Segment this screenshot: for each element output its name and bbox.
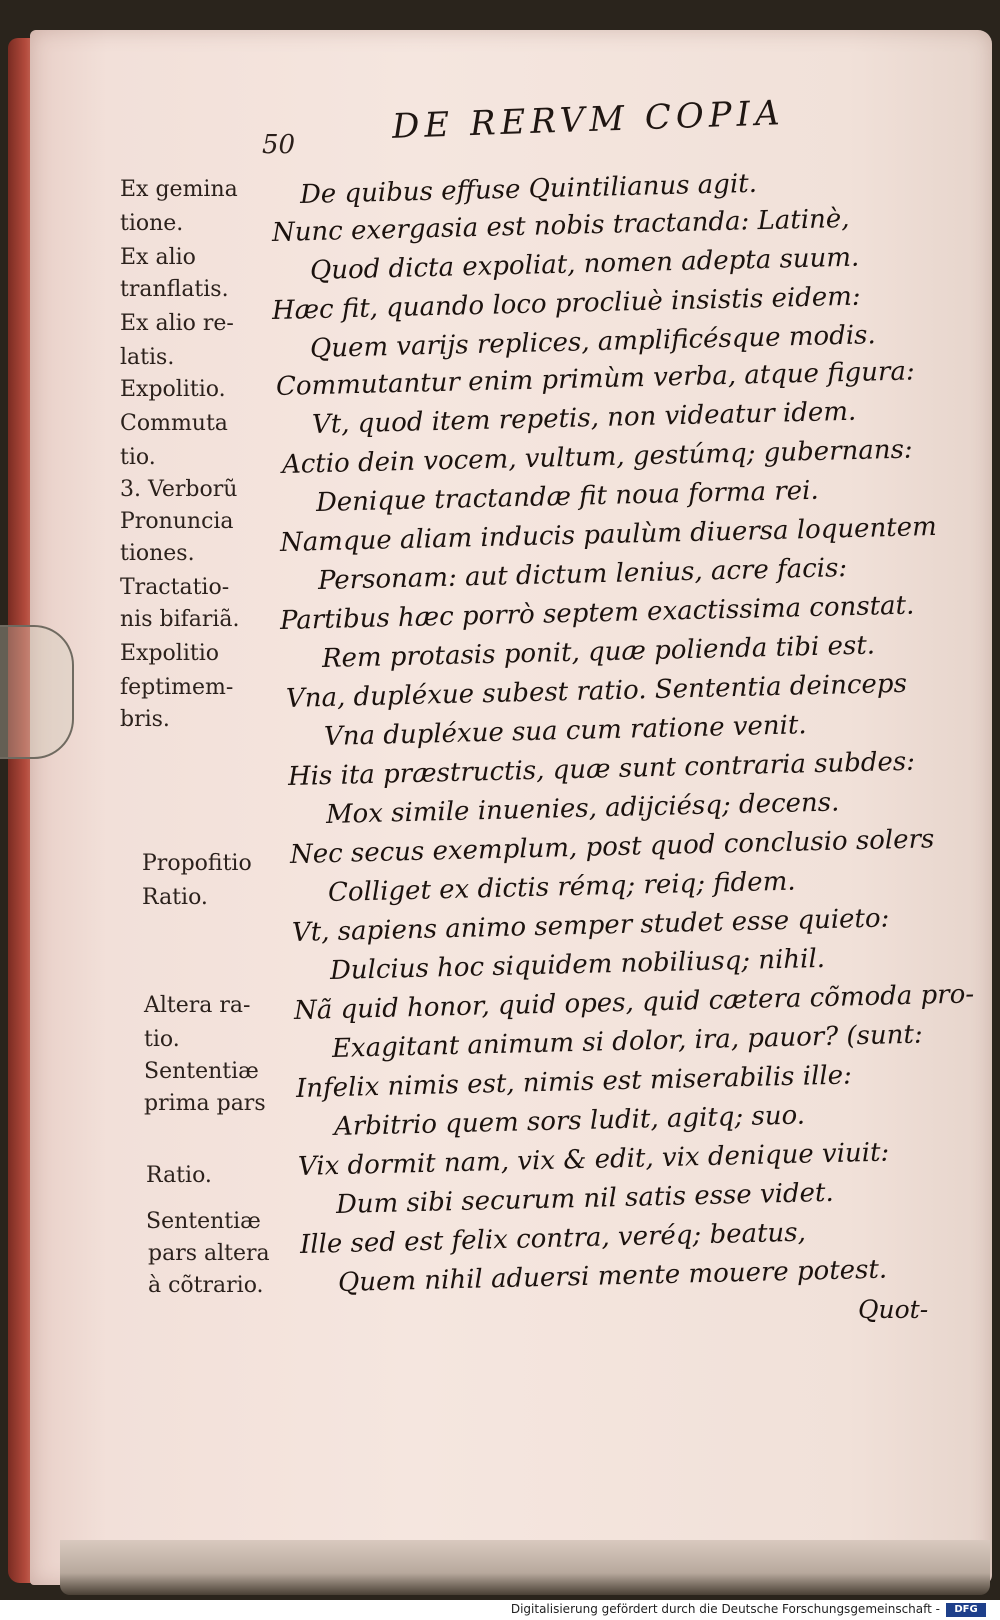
margin-note: Commuta (120, 411, 228, 436)
text-line: Vt, sapiens animo semper studet esse quieto: (291, 903, 890, 948)
footer-credit: Digitalisierung gefördert durch die Deutsche Forschungsgemeinschaft - (510, 1602, 940, 1616)
margin-note: latis. (120, 345, 175, 370)
text-line: Actio dein vocem, vultum, gestúmq; gubernans: (281, 434, 913, 480)
margin-note: bris. (120, 707, 170, 732)
text-line: Quod dicta expoliat, nomen adepta suum. (309, 242, 860, 286)
margin-note: tio. (120, 445, 156, 470)
text-line: His ita præstructis, quæ sunt contraria subdes: (287, 746, 916, 792)
text-line: Personam: aut dictum lenius, acre facis: (317, 553, 848, 596)
margin-note: Tractatio- (120, 575, 230, 600)
margin-note: Ex alio (120, 245, 196, 270)
catchword: Quot- (858, 1295, 929, 1324)
text-line: Ille sed est felix contra, veréq; beatus, (299, 1217, 807, 1260)
margin-note: Ratio. (146, 1163, 212, 1188)
footer (0, 1600, 1000, 1620)
text-line: Quem nihil aduersi mente mouere potest. (337, 1254, 888, 1298)
margin-note: Ex alio re- (120, 311, 234, 336)
text-line: De quibus effuse Quintilianus agit. (299, 168, 758, 210)
margin-note: Ratio. (142, 885, 208, 910)
text-line: Nec secus exemplum, post quod conclusio solers (289, 824, 935, 870)
margin-note: Sententiæ (146, 1209, 261, 1234)
margin-note: tione. (120, 211, 184, 236)
margin-note: tranflatis. (120, 277, 229, 302)
text-line: Vix dormit nam, vix & edit, vix denique viuit: (297, 1137, 890, 1182)
margin-note: pars altera (148, 1241, 270, 1266)
margin-note: tio. (144, 1027, 180, 1052)
text-line: Denique tractandæ fit noua forma rei. (315, 475, 820, 518)
margin-note: nis bifariã. (120, 607, 240, 632)
margin-note: 3. Verborũ (120, 477, 238, 502)
margin-note: à cõtrario. (148, 1273, 264, 1298)
text-line: Nunc exergasia est nobis tractanda: Latinè, (271, 203, 850, 248)
margin-note: tiones. (120, 541, 195, 566)
text-line: Dulcius hoc siquidem nobiliusq; nihil. (329, 943, 826, 986)
text-line: Nã quid honor, quid opes, quid cætera cõmoda pro- (293, 979, 975, 1026)
text-line: Commutantur enim primùm verba, atque figura: (275, 356, 916, 402)
text-line: Infelix nimis est, nimis est miserabilis ille: (295, 1060, 853, 1104)
dfg-logo-icon: DFG (946, 1603, 986, 1617)
margin-note: feptimem- (120, 675, 234, 700)
text-line: Arbitrio quem sors ludit, agitq; suo. (333, 1100, 806, 1142)
text-line: Colliget ex dictis rémq; reiq; fidem. (327, 866, 796, 908)
text-line: Dum sibi securum nil satis esse videt. (335, 1177, 835, 1220)
text-line: Vna dupléxue sua cum ratione venit. (323, 710, 807, 752)
margin-note: prima pars (144, 1091, 266, 1116)
margin-note: Ex gemina (120, 177, 238, 202)
margin-note: Sententiæ (144, 1059, 259, 1084)
text-line: Vna, dupléxue subest ratio. Sententia deinceps (285, 668, 908, 714)
text-line: Vt, quod item repetis, non videatur idem. (311, 396, 857, 440)
text-line: Exagitant animum si dolor, ira, pauor? (sunt: (331, 1019, 924, 1064)
margin-note: Expolitio (120, 641, 219, 666)
page-number: 50 (262, 130, 296, 160)
running-title: DE RERVM COPIA (391, 93, 786, 147)
text-line: Quem varijs replices, amplificésque modis. (309, 320, 877, 364)
margin-note: Pronuncia (120, 509, 234, 534)
text-line: Hæc fit, quando loco procliuè insistis eidem: (271, 281, 861, 326)
text-line: Namque aliam inducis paulùm diuersa loquentem (279, 511, 938, 558)
text-line: Partibus hæc porrò septem exactissima constat. (279, 590, 915, 636)
margin-note: Expolitio. (120, 377, 226, 402)
margin-note: Propofitio (142, 851, 252, 876)
text-line: Mox simile inuenies, adijciésq; decens. (325, 787, 840, 830)
margin-note: Altera ra- (144, 993, 251, 1018)
text-line: Rem protasis ponit, quæ polienda tibi est. (321, 630, 876, 674)
